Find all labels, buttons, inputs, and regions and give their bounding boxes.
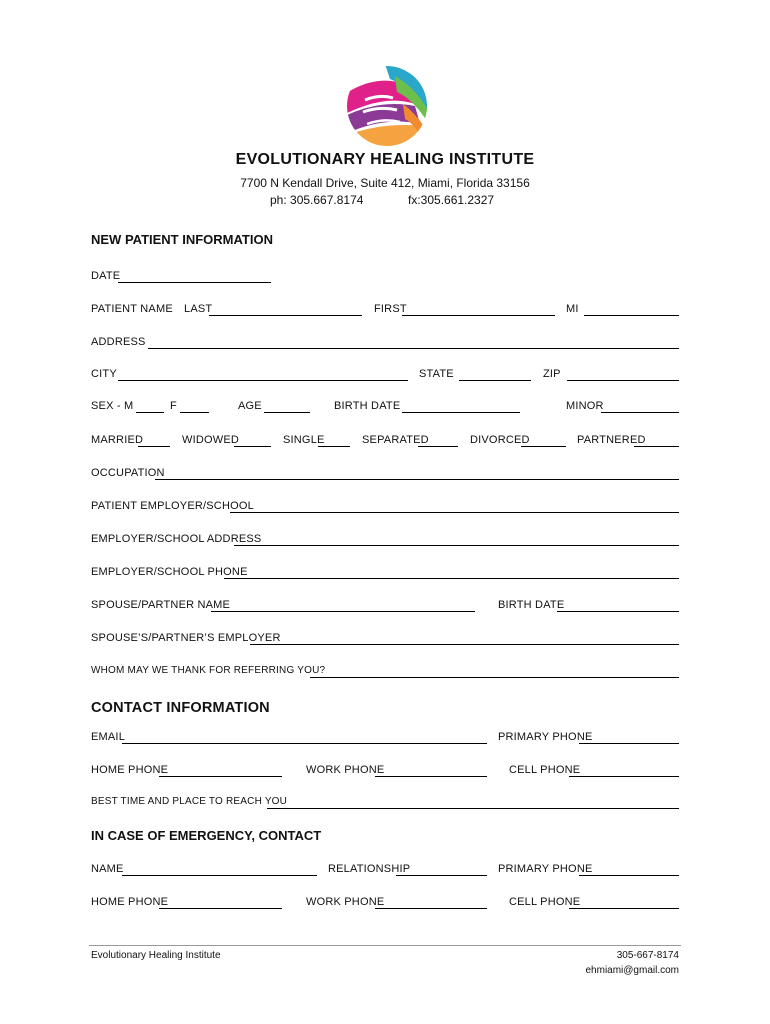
spouse-birth-date-label: BIRTH DATE bbox=[498, 599, 565, 611]
employer-address-label: EMPLOYER/SCHOOL ADDRESS bbox=[91, 533, 262, 545]
occupation-label: OCCUPATION bbox=[91, 467, 165, 479]
emergency-home-phone-field[interactable] bbox=[159, 908, 282, 909]
separated-field[interactable] bbox=[418, 446, 458, 447]
section-title-contact: CONTACT INFORMATION bbox=[91, 700, 270, 716]
org-name: EVOLUTIONARY HEALING INSTITUTE bbox=[235, 151, 535, 168]
minor-field[interactable] bbox=[601, 412, 679, 413]
separated-label: SEPARATED bbox=[362, 434, 429, 446]
sex-f-field[interactable] bbox=[180, 412, 209, 413]
partnered-label: PARTNERED bbox=[577, 434, 646, 446]
institute-logo bbox=[345, 64, 429, 148]
sex-m-field[interactable] bbox=[136, 412, 164, 413]
zip-field[interactable] bbox=[567, 380, 679, 381]
first-name-label: FIRST bbox=[374, 303, 407, 315]
minor-label: MINOR bbox=[566, 400, 604, 412]
relationship-label: RELATIONSHIP bbox=[328, 863, 411, 875]
state-label: STATE bbox=[419, 368, 454, 380]
mi-field[interactable] bbox=[584, 315, 679, 316]
org-phone: ph: 305.667.8174 bbox=[270, 193, 364, 207]
emergency-cell-phone-label: CELL PHONE bbox=[509, 896, 581, 908]
divorced-field[interactable] bbox=[521, 446, 566, 447]
zip-label: ZIP bbox=[543, 368, 561, 380]
age-label: AGE bbox=[238, 400, 262, 412]
married-label: MARRIED bbox=[91, 434, 144, 446]
org-fax: fx:305.661.2327 bbox=[408, 193, 495, 207]
married-field[interactable] bbox=[138, 446, 170, 447]
date-label: DATE bbox=[91, 270, 121, 282]
footer-divider bbox=[89, 945, 681, 946]
birth-date-label: BIRTH DATE bbox=[334, 400, 401, 412]
single-field[interactable] bbox=[318, 446, 350, 447]
spouse-employer-field[interactable] bbox=[250, 644, 679, 645]
section-title-new-patient: NEW PATIENT INFORMATION bbox=[91, 232, 273, 247]
best-time-label: BEST TIME AND PLACE TO REACH YOU bbox=[91, 796, 288, 807]
date-field[interactable] bbox=[118, 282, 271, 283]
home-phone-field[interactable] bbox=[159, 776, 282, 777]
address-field[interactable] bbox=[148, 348, 679, 349]
best-time-field[interactable] bbox=[267, 808, 679, 809]
city-label: CITY bbox=[91, 368, 117, 380]
home-phone-label: HOME PHONE bbox=[91, 764, 169, 776]
employer-phone-label: EMPLOYER/SCHOOL PHONE bbox=[91, 566, 248, 578]
emergency-work-phone-label: WORK PHONE bbox=[306, 896, 385, 908]
occupation-field[interactable] bbox=[155, 479, 679, 480]
patient-name-label: PATIENT NAME bbox=[91, 303, 173, 315]
emergency-home-phone-label: HOME PHONE bbox=[91, 896, 169, 908]
emergency-work-phone-field[interactable] bbox=[375, 908, 487, 909]
patient-employer-label: PATIENT EMPLOYER/SCHOOL bbox=[91, 500, 254, 512]
emergency-primary-phone-label: PRIMARY PHONE bbox=[498, 863, 593, 875]
primary-phone-label: PRIMARY PHONE bbox=[498, 731, 593, 743]
spouse-employer-label: SPOUSE’S/PARTNER’S EMPLOYER bbox=[91, 632, 281, 644]
divorced-label: DIVORCED bbox=[470, 434, 530, 446]
partnered-field[interactable] bbox=[634, 446, 679, 447]
widowed-label: WIDOWED bbox=[182, 434, 240, 446]
org-address: 7700 N Kendall Drive, Suite 412, Miami, Florida 33156 bbox=[240, 176, 530, 190]
birth-date-field[interactable] bbox=[402, 412, 520, 413]
spouse-name-label: SPOUSE/PARTNER NAME bbox=[91, 599, 231, 611]
spouse-name-field[interactable] bbox=[211, 611, 475, 612]
widowed-field[interactable] bbox=[234, 446, 271, 447]
employer-address-field[interactable] bbox=[234, 545, 679, 546]
first-name-field[interactable] bbox=[402, 315, 555, 316]
emergency-name-field[interactable] bbox=[122, 875, 317, 876]
sex-m-label: SEX - M bbox=[91, 400, 134, 412]
footer-org: Evolutionary Healing Institute bbox=[91, 950, 221, 961]
single-label: SINGLE bbox=[283, 434, 325, 446]
primary-phone-field[interactable] bbox=[579, 743, 679, 744]
cell-phone-field[interactable] bbox=[569, 776, 679, 777]
footer-phone: 305-667-8174 bbox=[616, 950, 679, 961]
footer-email: ehmiami@gmail.com bbox=[585, 965, 679, 976]
sex-f-label: F bbox=[170, 400, 177, 412]
spouse-birth-date-field[interactable] bbox=[557, 611, 679, 612]
referral-field[interactable] bbox=[310, 677, 679, 678]
emergency-name-label: NAME bbox=[91, 863, 124, 875]
emergency-primary-phone-field[interactable] bbox=[579, 875, 679, 876]
employer-phone-field[interactable] bbox=[224, 578, 679, 579]
state-field[interactable] bbox=[459, 380, 531, 381]
relationship-field[interactable] bbox=[396, 875, 487, 876]
city-field[interactable] bbox=[118, 380, 408, 381]
last-name-field[interactable] bbox=[209, 315, 362, 316]
cell-phone-label: CELL PHONE bbox=[509, 764, 581, 776]
address-label: ADDRESS bbox=[91, 336, 146, 348]
referral-label: WHOM MAY WE THANK FOR REFERRING YOU? bbox=[91, 665, 326, 676]
email-field[interactable] bbox=[122, 743, 487, 744]
section-title-emergency: IN CASE OF EMERGENCY, CONTACT bbox=[91, 828, 322, 843]
email-label: EMAIL bbox=[91, 731, 126, 743]
patient-employer-field[interactable] bbox=[230, 512, 679, 513]
last-name-label: LAST bbox=[184, 303, 213, 315]
emergency-cell-phone-field[interactable] bbox=[569, 908, 679, 909]
work-phone-field[interactable] bbox=[375, 776, 487, 777]
age-field[interactable] bbox=[264, 412, 310, 413]
mi-label: MI bbox=[566, 303, 579, 315]
work-phone-label: WORK PHONE bbox=[306, 764, 385, 776]
